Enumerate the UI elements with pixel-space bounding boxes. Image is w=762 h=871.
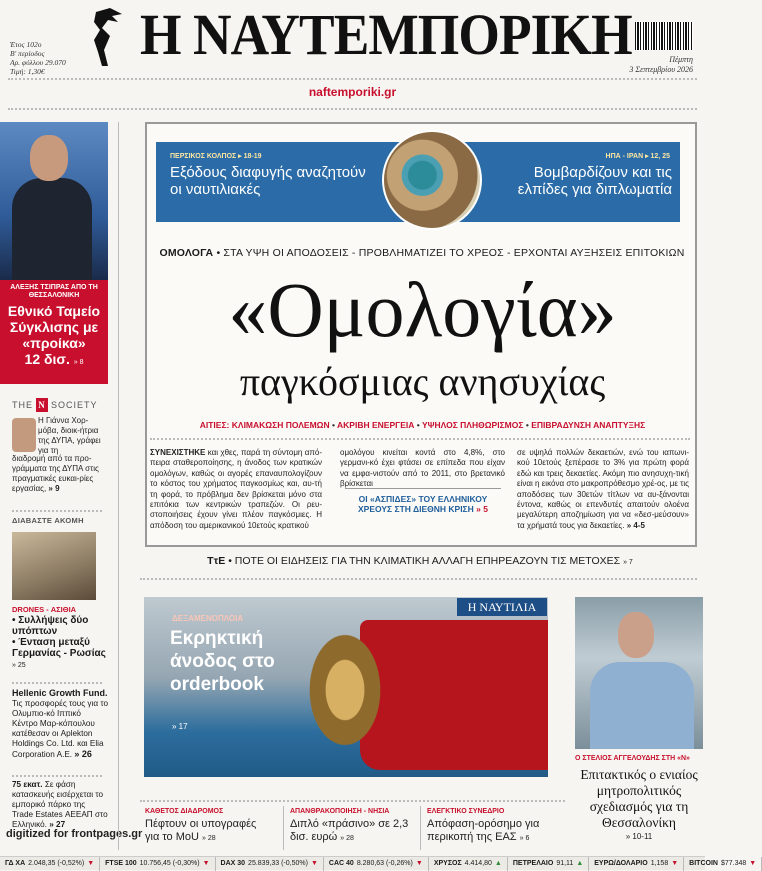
angeloudis-figure [590,662,694,749]
persian-gulf-headline[interactable]: Εξόδους διαφυγής αναζητούν οι ναυτιλιακές [170,164,366,198]
bottom-headline-3[interactable]: Απόφαση-ορόσημο για περικοπή της ΕΑΣ » 6 [427,818,540,843]
edition-info: Έτος 102ο Β' περίοδος Αρ. φύλλου 29.070 Τιμή: 1,30€ [10,40,66,76]
ticker-label: FTSE 100 [105,860,137,867]
lead-kicker: ΟΜΟΛΟΓΑ • ΣΤΑ ΥΨΗ ΟΙ ΑΠΟΔΟΣΕΙΣ - ΠΡΟΒΛΗΜΑΤΙΖΕΙ ΤΟ ΧΡΕΟΣ - ΕΡΧΟΝΤΑΙ ΑΥΞΗΣΕΙΣ ΕΠΙΤΟΚΙΩΝ [159,247,685,259]
us-iran-headline[interactable]: Βομβαρδίζουν και τις ελπίδες για διπλωματία [517,164,672,198]
society-section-logo[interactable]: THE N SOCIETY [12,400,98,410]
ticker-item [324,857,429,871]
bottom-kicker-1: ΚΑΘΕΤΟΣ ΔΙΑΔΡΟΜΟΣ [145,808,224,815]
ticker-value: 2.048,35 (-0,52%) [28,860,85,867]
bottom-headline-2[interactable]: Διπλό «πράσινο» σε 2,3 δισ. ευρώ » 28 [290,818,409,843]
lead-body-col1: ΣΥΝΕΧΙΣΤΗΚΕ και χθες, παρά τη σύντομη από-πειρα σταθεροποίησης, η άνοδος των κρατικών ομολόγων, καθώς οι αγορές επαναυπολογίζουν το κόστος του χρήματος παγκοσμίως και, αυ-τή τη φορά, το πρόβλημα δεν βρίσκεται μόνο στα επιτόκια των κεντρικών τραπεζών. Οι ρευ-στοποιήσεις έχουν γίνει πλέον παγκόσμιες. Η απόδοση του αμερικανικού 10ετούς κρατικού [150,448,322,530]
angeloudis-headline[interactable]: Επιτακτικός ο ενιαίος μητροπολιτικός σχεδιασμός για τη Θεσσαλονίκη [580,767,698,830]
lead-subheadline[interactable]: παγκόσμιας ανησυχίας [239,359,606,404]
ticker-value: 25.839,33 (-0,50%) [248,860,308,867]
issue-date: Πέμπτη 3 Σεπτεμβρίου 2026 [629,55,693,74]
masthead-title[interactable]: Η ΝΑΥΤΕΜΠΟΡΙΚΗ [140,2,632,67]
hellenic-growth-story[interactable]: Hellenic Growth Fund. Τις προσφορές τους για το Ολυμπιο-κό Ιππικό Κέντρο Μαρ-κόπουλου κατέθεσαν οι Aplekton Holdings Co. Ltd. και Elia Corporation A.E. » 26 [12,688,109,759]
aspides-teaser[interactable]: ΟΙ «ΑΣΠΙΔΕΣ» ΤΟΥ ΕΛΛΗΝΙΚΟΥ ΧΡΕΟΥΣ ΣΤΗ ΔΙΕΘΝΗ ΚΡΙΣΗ » 5 [358,494,488,514]
bottom-kicker-3: ΕΛΕΓΚΤΙΚΟ ΣΥΝΕΔΡΙΟ [427,808,505,815]
bottom-kicker-2: ΑΠΑΝΘΡΑΚΟΠΟΙΗΣΗ - ΝΗΣΙΑ [290,808,390,815]
nautilia-page-ref: » 17 [172,722,188,731]
ticker-label: DAX 30 [220,860,246,867]
read-more-heading: ΔΙΑΒΑΣΤΕ ΑΚΟΜΗ [12,516,84,525]
divider [12,510,102,512]
divider [12,775,102,777]
tsipras-kicker: ΑΛΕΞΗΣ ΤΣΙΠΡΑΣ ΑΠΟ ΤΗ ΘΕΣΣΑΛΟΝΙΚΗ [10,284,98,299]
down-arrow-icon: ▼ [671,860,679,867]
ticker-label: ΕΥΡΩ/ΔΟΛΑΡΙΟ [594,860,648,867]
bottom-headline-1[interactable]: Πέφτουν οι υπογραφές για το MoU » 28 [145,818,257,843]
digitized-watermark: digitized for frontpages.gr [6,828,143,840]
divider [12,682,102,684]
down-arrow-icon: ▼ [87,860,95,867]
ticker-item [508,857,589,871]
divider [283,806,284,850]
ticker-item [100,857,215,871]
divider [8,78,697,80]
satellite-image [382,130,482,230]
angeloudis-page-ref: » 10-11 [625,832,653,841]
karamba-teaser-cont[interactable]: διαδρομή από τα προ-γράμματα της ΔΥΠΑ στις πραγματικές ευκαι-ρίες εργασίας, » 9 [12,454,99,493]
ticker-label: ΧΡΥΣΟΣ [433,860,462,867]
nautilia-badge[interactable]: Η ΝΑΥΤΙΛΙΑ [457,598,547,616]
ticker-value: 91,11 [556,860,574,867]
ticker-label: ΠΕΤΡΕΛΑΙΟ [512,860,554,867]
ticker-item [0,857,100,871]
drones-story[interactable]: DRONES - ΑΣΙΘΙΑ • Συλλήψεις δύο υπόπτων • Ένταση μεταξύ Γερμανίας - Ρωσίας » 25 [12,605,106,669]
tsipras-story[interactable] [0,280,108,384]
ticker-value: 4.414,80 [464,860,492,867]
ticker-item [589,857,684,871]
column-divider [118,122,119,850]
down-arrow-icon: ▼ [310,860,318,867]
tsipras-head [30,135,68,181]
us-iran-kicker: ΗΠΑ - ΙΡΑΝ ▸ 12, 25 [605,153,670,160]
ticker-label: BITCOIN [689,860,718,867]
down-arrow-icon: ▼ [202,860,210,867]
angeloudis-kicker: Ο ΣΤΕΛΙΟΣ ΑΓΓΕΛΟΥΔΗΣ ΣΤΗ «Ν» [575,755,690,762]
drones-photo [12,532,96,600]
ticker-item [216,857,324,871]
divider [420,806,421,850]
lead-body-col2: ομολόγου κινείται κοντά στο 4,8%, στο γερμανι-κό έχει φτάσει σε επίπεδα που είχαν να εμφα-νιστούν από το 2011, στο βρετανικό βρίσκεται [340,448,505,489]
tsipras-headline: Εθνικό Ταμείο Σύγκλισης με «προίκα» [7,303,101,351]
down-arrow-icon: ▼ [749,860,757,867]
ticker-value: 1,158 [650,860,669,867]
ticker-item [429,857,508,871]
ticker-value: 8.280,63 (-0,26%) [356,860,413,867]
up-arrow-icon: ▲ [494,860,502,867]
hermes-logo-icon [88,6,128,68]
nautilia-headline[interactable]: Εκρηκτική άνοδος στο orderbook [170,628,275,695]
tsipras-figure [12,178,92,280]
lead-headline[interactable]: «Ομολογία» [228,266,617,353]
ticker-value: 10.756,45 (-0,30%) [139,860,200,867]
trade-estates-story[interactable]: 75 εκατ. Σε φάση κατασκευής εισέρχεται το εμπορικό πάρκο της Trade Estates ΑΕΕΑΠ στο Ελληνικό. » 27 [12,780,108,829]
karamba-teaser[interactable]: Η Γιάννα Χορ-μόβα, διοικ-ήτρια της ΔΥΠΑ, γράφει για τη [38,416,101,455]
nautilia-kicker: ΔΕΞΑΜΕΝΟΠΛΟΙΑ [172,614,244,623]
lead-body-col3: σε υψηλά πολλών δεκαετιών, ενώ του ιαπωνι-κού 10ετούς ξεπέρασε το 3% για πρώτη φορά εδώ και τρεις δεκαετίες. Ακόμη πιο ανησυχη-τική είναι η εικόνα στο μακροπρόθεσμο χρέ-ος, με τις αποδόσεις των 30ετών τίτλων να αυ-ξάνονται έντονα, καθώς οι επενδυτές απαιτούν ολοένα μεγαλύτερη αποζημίωση για να «δεσ-μεύσουν» τα χρήματά τους για δεκαετίες. » 4-5 [517,448,689,530]
angeloudis-head [618,612,654,658]
ticker-value: $77.348 [720,860,747,867]
divider [140,800,565,802]
market-ticker [0,856,757,870]
ticker-item [684,857,762,871]
site-link[interactable]: naftemporiki.gr [308,85,397,99]
divider [8,108,697,110]
persian-gulf-kicker: ΠΕΡΣΙΚΟΣ ΚΟΛΠΟΣ ▸ 18-19 [170,153,262,160]
divider [140,578,697,580]
causes-line: ΑΙΤΙΕΣ: ΚΛΙΜΑΚΩΣΗ ΠΟΛΕΜΩΝ • ΑΚΡΙΒΗ ΕΝΕΡΓΕΙΑ • ΥΨΗΛΟΣ ΠΛΗΘΩΡΙΣΜΟΣ • ΕΠΙΒΡΑΔΥΝΣΗ ΑΝΑΠΤΥΞΗΣ [199,420,646,430]
barcode [635,22,693,50]
divider [345,488,501,489]
ticker-label: CAC 40 [328,860,354,867]
divider [150,438,690,440]
up-arrow-icon: ▲ [576,860,584,867]
tte-teaser[interactable]: ΤτΕ • ΠΟΤΕ ΟΙ ΕΙΔΗΣΕΙΣ ΓΙΑ ΤΗΝ ΚΛΙΜΑΤΙΚΗ ΑΛΛΑΓΗ ΕΠΗΡΕΑΖΟΥΝ ΤΙΣ ΜΕΤΟΧΕΣ » 7 [207,555,633,567]
tsipras-amount: 12 δισ. » 8 [24,351,84,367]
down-arrow-icon: ▼ [415,860,423,867]
ticker-label: ΓΔ ΧΑ [5,860,26,867]
karamba-photo [12,418,36,452]
